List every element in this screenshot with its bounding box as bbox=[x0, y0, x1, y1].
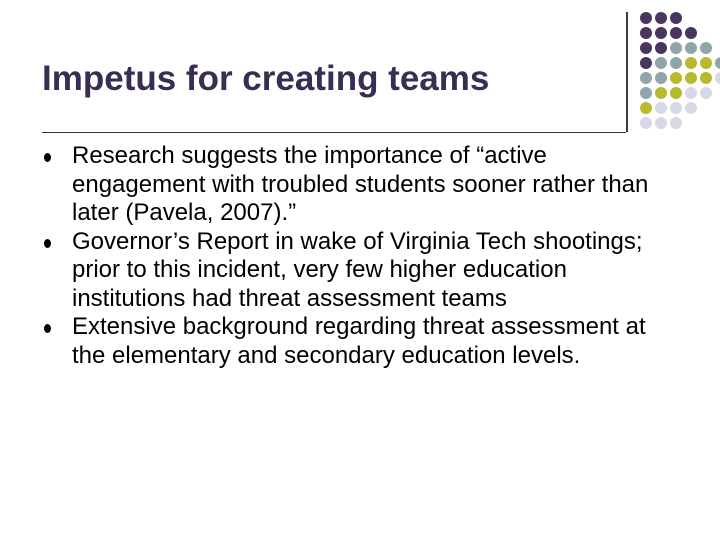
decorative-dot bbox=[655, 12, 667, 24]
decorative-dot bbox=[640, 57, 652, 69]
decorative-dot bbox=[670, 27, 682, 39]
decorative-dot bbox=[670, 12, 682, 24]
decorative-dot bbox=[685, 42, 697, 54]
decorative-dot bbox=[655, 72, 667, 84]
decorative-dot bbox=[670, 42, 682, 54]
decorative-dot bbox=[655, 117, 667, 129]
decorative-dot bbox=[685, 57, 697, 69]
decorative-dot bbox=[655, 57, 667, 69]
decorative-dot bbox=[685, 72, 697, 84]
bullet-list bbox=[42, 142, 682, 370]
bullet-icon bbox=[44, 153, 51, 162]
decorative-dot bbox=[670, 72, 682, 84]
decorative-dot bbox=[640, 102, 652, 114]
bullet-text: Governor’s Report in wake of Virginia Tech shootings; prior to this incident, very few higher education institutions had threat assessment teams bbox=[72, 227, 643, 312]
decorative-dot bbox=[670, 87, 682, 99]
title-underline bbox=[42, 132, 626, 133]
decorative-dot bbox=[685, 102, 697, 114]
decorative-dot bbox=[640, 87, 652, 99]
decorative-dot bbox=[670, 102, 682, 114]
decorative-dot bbox=[685, 87, 697, 99]
bullet-text: Extensive background regarding threat assessment at the elementary and secondary education levels. bbox=[72, 313, 646, 369]
bullet-item bbox=[42, 313, 682, 370]
decorative-dot bbox=[640, 72, 652, 84]
vertical-divider bbox=[626, 12, 628, 132]
bullet-item bbox=[42, 142, 682, 228]
bullet-icon bbox=[44, 324, 51, 333]
decorative-dot bbox=[670, 57, 682, 69]
decorative-dot bbox=[685, 27, 697, 39]
bullet-text: Research suggests the importance of “active engagement with troubled students sooner rather than later (Pavela, 2007).” bbox=[72, 142, 649, 226]
decorative-dot bbox=[655, 102, 667, 114]
decorative-dot-grid bbox=[640, 12, 720, 152]
decorative-dot bbox=[640, 12, 652, 24]
decorative-dot bbox=[640, 42, 652, 54]
decorative-dot bbox=[700, 72, 712, 84]
decorative-dot bbox=[655, 27, 667, 39]
decorative-dot bbox=[640, 27, 652, 39]
bullet-icon bbox=[44, 239, 51, 248]
bullet-item bbox=[42, 228, 682, 314]
decorative-dot bbox=[655, 87, 667, 99]
decorative-dot bbox=[640, 117, 652, 129]
slide-title: Impetus for creating teams bbox=[42, 59, 490, 98]
decorative-dot bbox=[700, 87, 712, 99]
decorative-dot bbox=[700, 57, 712, 69]
decorative-dot bbox=[715, 57, 720, 69]
decorative-dot bbox=[700, 42, 712, 54]
decorative-dot bbox=[715, 72, 720, 84]
decorative-dot bbox=[670, 117, 682, 129]
decorative-dot bbox=[655, 42, 667, 54]
